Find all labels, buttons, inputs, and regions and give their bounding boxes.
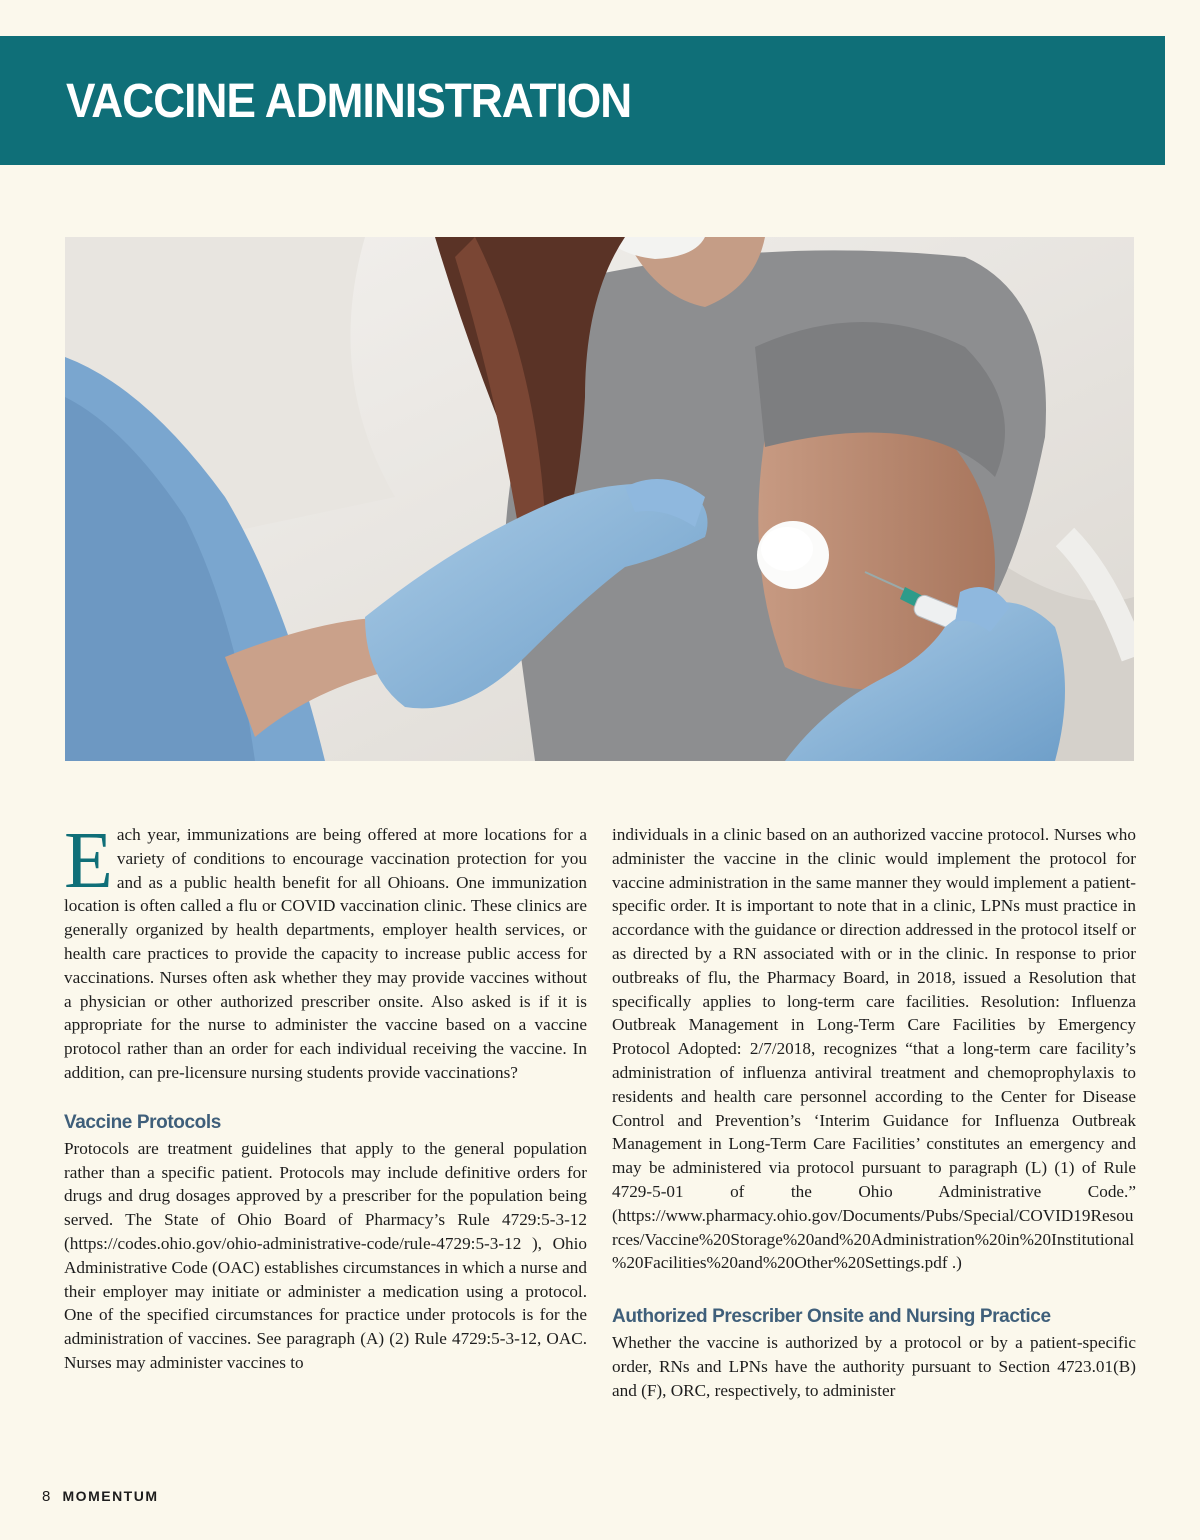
- continued-paragraph: individuals in a clinic based on an authorized vaccine protocol. Nurses who administer the vaccine in the clinic would implement the protocol for vaccine administration in the same manner they would implement a patient-specific order. It is important to note that in a clinic, LPNs must practice in accordance with the guidance or direction addressed in the protocol itself or as directed by a RN associated with or in the clinic. In response to prior outbreaks of flu, the Pharmacy Board, in 2018, issued a Resolution that specifically applies to long-term care facilities. Resolution: Influenza Outbreak Management in Long-Term Care Facilities by Emergency Protocol Adopted: 2/7/2018, recognizes “that a long-term care facility’s administration of influenza antiviral treatment and chemoprophylaxis to residents and health care personnel according to the Center for Disease Control and Prevention’s ‘Interim Guidance for Influenza Outbreak Management in Long-Term Care Facilities’ constitutes an emergency and may be administered via protocol pursuant to paragraph (L) (1) of Rule 4729-5-01 of the Ohio Administrative Code.” (https://www.pharmacy.ohio.gov/Documents/Pubs/Special/COVID19Resources/Vaccine%20Storage%20and%20Administration%20in%20Institutional%20Facilities%20and%20Other%20Settings.pdf .): [612, 825, 1136, 1273]
- title-banner: [0, 36, 1165, 165]
- vaccination-photo: [65, 237, 1134, 761]
- prescriber-onsite-paragraph: Whether the vaccine is authorized by a protocol or by a patient-specific order, RNs and LPNs have the authority pursuant to Section 4723.01(B) and (F), ORC, respectively, to administer: [612, 1333, 1136, 1400]
- page-title: VACCINE ADMINISTRATION: [66, 75, 632, 128]
- intro-text: ach year, immunizations are being offered at more locations for a variety of conditions to encourage vaccination protection for you and as a public health benefit for all Ohioans. One immunization location is often called a flu or COVID vaccination clinic. These clinics are generally organized by health departments, employer health services, or health care practices to provide the capacity to increase public access for vaccinations. Nurses often ask whether they may provide vaccines without a physician or other authorized prescriber onsite. Also asked is if it is appropriate for the nurse to administer the vaccine based on a vaccine protocol rather than an order for each individual receiving the vaccine. In addition, can pre-licensure nursing students provide vaccinations?: [64, 825, 587, 1082]
- page-footer: [42, 1488, 159, 1505]
- magazine-name: MOMENTUM: [62, 1488, 159, 1504]
- left-column: [64, 817, 587, 1375]
- section-heading-vaccine-protocols: Vaccine Protocols: [64, 1111, 221, 1133]
- right-column: [612, 823, 1136, 1403]
- section-heading-prescriber-onsite: Authorized Prescriber Onsite and Nursing Practice: [612, 1306, 1051, 1328]
- vaccination-photo-icon: [65, 237, 1134, 761]
- vaccine-protocols-paragraph: Protocols are treatment guidelines that apply to the general population rather than a specific patient. Protocols may include definitive orders for drugs and drug dosages approved by a prescriber for the population being served. The State of Ohio Board of Pharmacy’s Rule 4729:5-3-12 (https://codes.ohio.gov/ohio-administrative-code/rule-4729:5-3-12 ), Ohio Administrative Code (OAC) establishes circumstances in which a nurse and their employer may initiate or administer a medication using a protocol. One of the specified circumstances for practice under protocols is for the administration of vaccines. See paragraph (A) (2) Rule 4729:5-3-12, OAC. Nurses may administer vaccines to: [64, 1138, 587, 1372]
- page-number: 8: [42, 1488, 51, 1505]
- intro-paragraph: [64, 817, 587, 1085]
- drop-cap: E: [64, 817, 113, 905]
